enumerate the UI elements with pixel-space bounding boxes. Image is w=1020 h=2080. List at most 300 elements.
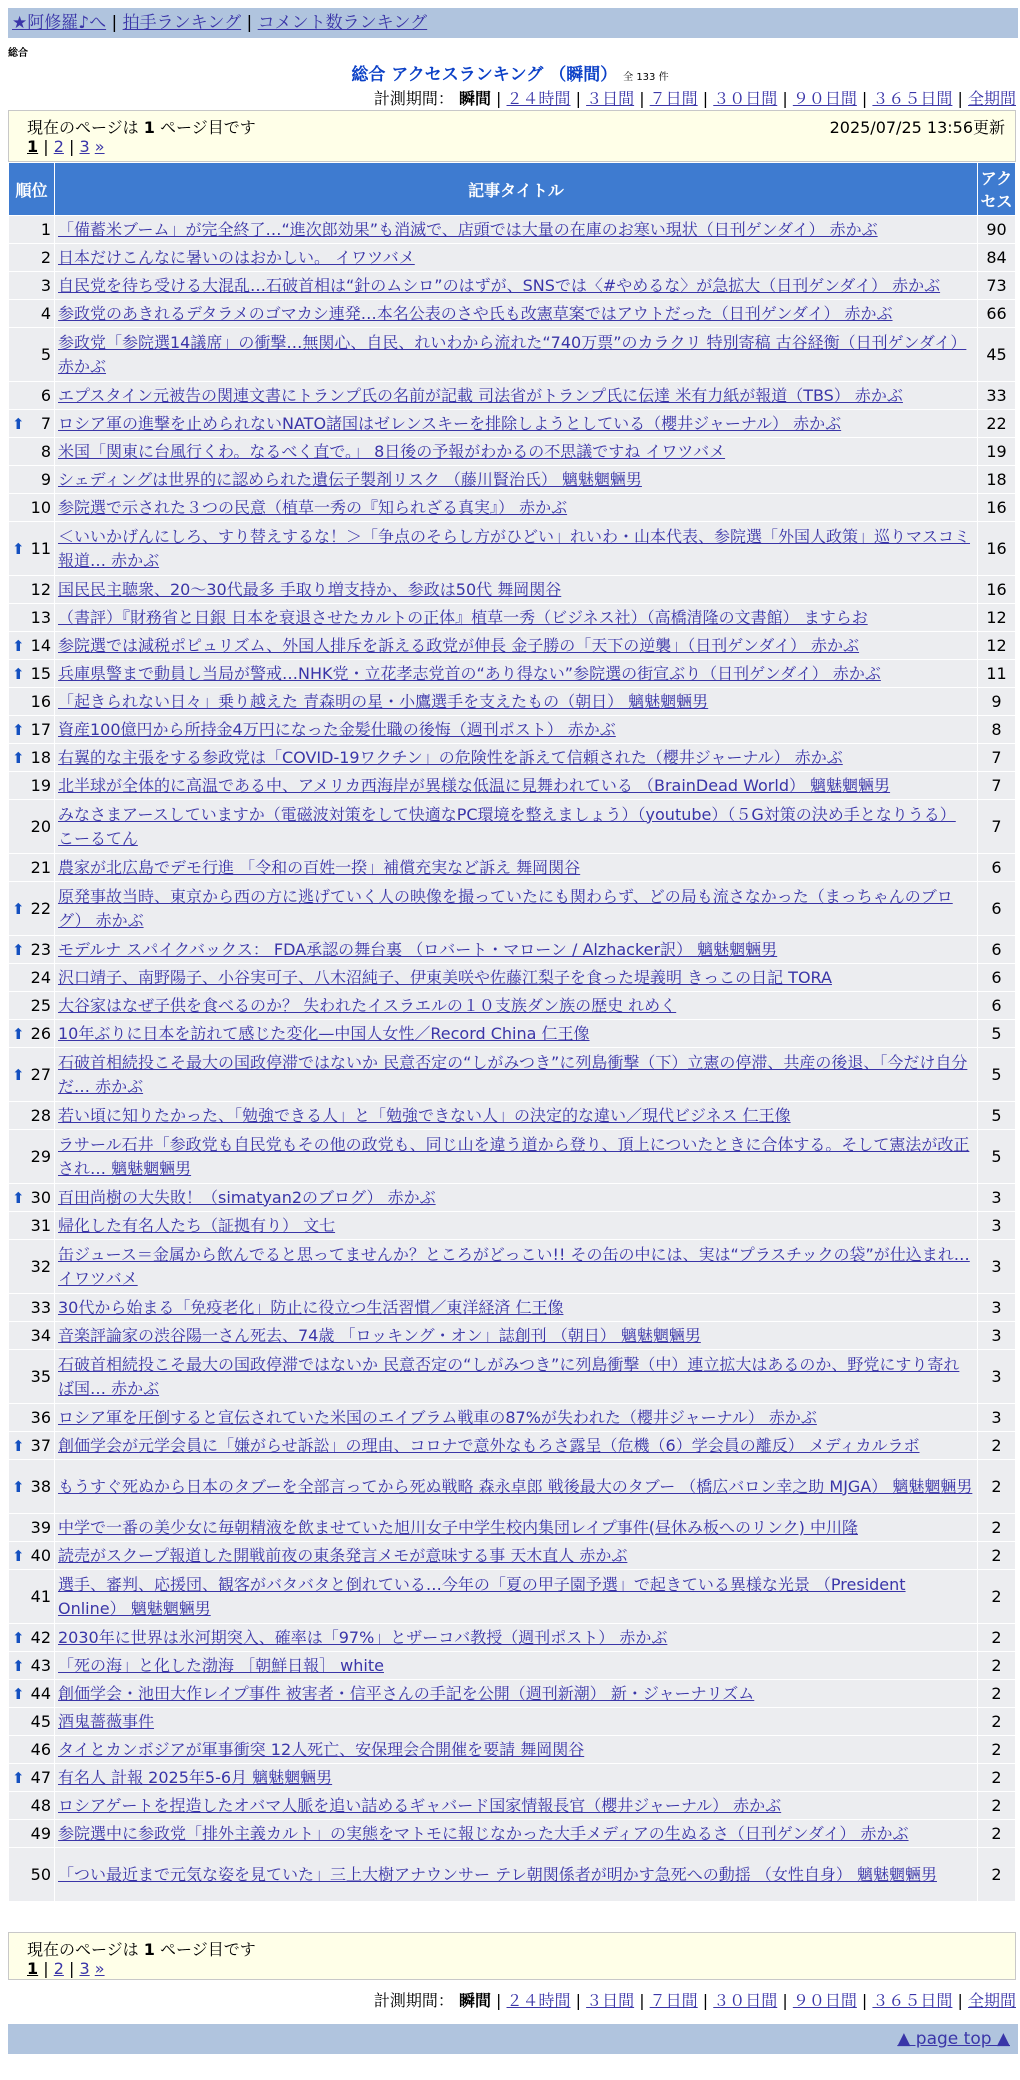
period-all-link-bottom[interactable]: 全期間 [967, 1991, 1016, 2010]
rank-cell [9, 1020, 55, 1048]
rank-number: 33 [30, 1297, 51, 1317]
pager-bottom: 1 | 2 | 3 » [27, 1959, 105, 1978]
access-count: 2 [978, 1736, 1016, 1764]
article-title-link[interactable]: 石破首相続投こそ最大の国政停滞ではないか 民意否定の“しがみつき”に列島衝撃（中）連立拡大はあるのか、野党にすり寄れば国… 赤かぶ [58, 1354, 960, 1398]
article-title-link[interactable]: 「死の海」と化した渤海 ［朝鮮日報］ white [58, 1655, 384, 1675]
table-row [9, 1792, 1016, 1820]
access-count: 2 [978, 1848, 1016, 1902]
table-row [9, 1460, 1016, 1514]
up-arrow-icon: ⬆ [12, 748, 25, 767]
access-count: 2 [978, 1764, 1016, 1792]
title-cell [55, 576, 978, 604]
period-selector-top: 計測期間： 瞬間 | ２４時間 | ３日間 | ７日間 | ３０日間 | ９０日間 | ３６５日間 | 全期間 [373, 89, 1016, 108]
article-title-link[interactable]: 米国「関東に台風行くわ。なるべく直で。」 8日後の予報がわかるの不思議ですね イワツバメ [58, 441, 726, 461]
title-cell [55, 800, 978, 854]
table-row [9, 604, 1016, 632]
article-title-link[interactable]: モデルナ スパイクバックス： FDA承認の舞台裏 （ロバート・マローン / Alzhacker訳） 魑魅魍魎男 [58, 939, 778, 959]
access-count: 2 [978, 1570, 1016, 1624]
rank-cell [9, 1350, 55, 1404]
up-arrow-icon: ⬆ [12, 1436, 25, 1455]
pager-next[interactable]: » [94, 137, 105, 156]
article-title-link[interactable]: 兵庫県警まで動員し当局が警戒…NHK党・立花孝志党首の“あり得ない”参院選の街宣ぶり（日刊ゲンダイ） 赤かぶ [58, 663, 881, 683]
rank-number: 7 [40, 413, 51, 433]
article-title-link[interactable]: ＜いいかげんにしろ、すり替えするな！＞「争点のそらし方がひどい」れいわ・山本代表、参院選「外国人政策」巡りマスコミ報道… 赤かぶ [58, 526, 971, 570]
title-cell [55, 1514, 978, 1542]
article-title-link[interactable]: エプスタイン元被告の関連文書にトランプ氏の名前が記載 司法省がトランプ氏に伝達 米有力紙が報道（TBS） 赤かぶ [58, 385, 903, 405]
pager-page-2-bottom[interactable]: 2 [53, 1959, 64, 1978]
period-24h-link-bottom[interactable]: ２４時間 [506, 1991, 571, 2010]
access-count: 73 [978, 272, 1016, 300]
rank-number: 8 [40, 441, 51, 461]
rank-cell [9, 382, 55, 410]
period-all-link[interactable]: 全期間 [967, 89, 1016, 108]
rank-number: 39 [30, 1517, 51, 1537]
article-title-link[interactable]: 創価学会が元学会員に「嫌がらせ訴訟」の理由、コロナで意外なもろさ露呈（危機（6）学会員の離反） メディカルラボ [58, 1435, 920, 1455]
table-row [9, 1680, 1016, 1708]
access-count: 16 [978, 494, 1016, 522]
table-row [9, 466, 1016, 494]
rank-number: 17 [30, 719, 51, 739]
access-count: 33 [978, 382, 1016, 410]
rank-cell [9, 244, 55, 272]
article-title-link[interactable]: 農家が北広島でデモ行進 「令和の百姓一揆」補償充実など訴え 舞岡関谷 [58, 857, 581, 877]
pager-next-bottom[interactable]: » [94, 1959, 105, 1978]
title-cell [55, 1102, 978, 1130]
article-title-link[interactable]: 「つい最近まで元気な姿を見ていた」三上大樹アナウンサー テレ朝関係者が明かす急死への動揺 （女性自身） 魑魅魍魎男 [58, 1864, 937, 1884]
article-title-link[interactable]: 石破首相続投こそ最大の国政停滞ではないか 民意否定の“しがみつき”に列島衝撃（下）立憲の停滞、共産の後退、「今だけ自分だ… 赤かぶ [58, 1052, 968, 1096]
article-title-link[interactable]: 缶ジュース＝金属から飲んでると思ってませんか？ところがどっこい!! その缶の中には、実は“プラスチックの袋”が仕込まれ… イワツバメ [58, 1244, 970, 1288]
rank-number: 9 [40, 469, 51, 489]
article-title-link[interactable]: 参政党のあきれるデタラメのゴマカシ連発…本名公表のさや氏も改憲草案ではアウトだった（日刊ゲンダイ） 赤かぶ [58, 303, 893, 323]
table-row [9, 1322, 1016, 1350]
table-row [9, 1570, 1016, 1624]
table-row [9, 300, 1016, 328]
rank-number: 15 [30, 663, 51, 683]
title-cell [55, 1708, 978, 1736]
rank-number: 14 [30, 635, 51, 655]
page-indicator-bottom: 現在のページは 1 ページ目です [27, 1940, 256, 1959]
period-7d-link-bottom[interactable]: ７日間 [649, 1991, 698, 2010]
article-title-link[interactable]: 読売がスクープ報道した開戦前夜の東条発言メモが意味する事 天木直人 赤かぶ [58, 1545, 628, 1565]
period-30d-link-bottom[interactable]: ３０日間 [713, 1991, 778, 2010]
rank-number: 40 [30, 1545, 51, 1565]
article-title-link[interactable]: （書評）『財務省と日銀 日本を衰退させたカルトの正体』植草一秀（ビジネス社）（高橋清隆の文書館） ますらお [58, 607, 868, 627]
title-cell [55, 300, 978, 328]
title-cell [55, 688, 978, 716]
article-title-link[interactable]: 音楽評論家の渋谷陽一さん死去、74歳 「ロッキング・オン」誌創刊 （朝日） 魑魅魍魎男 [58, 1325, 701, 1345]
up-arrow-icon: ⬆ [12, 1188, 25, 1207]
page-top-link[interactable]: ▲ page top ▲ [897, 2029, 1010, 2049]
rank-number: 48 [30, 1795, 51, 1815]
access-count: 2 [978, 1542, 1016, 1570]
article-title-link[interactable]: 日本だけこんなに暑いのはおかしい。 イワツバメ [58, 247, 415, 267]
rank-cell [9, 1212, 55, 1240]
rank-number: 42 [30, 1627, 51, 1647]
table-row [9, 1652, 1016, 1680]
title-cell [55, 1460, 978, 1514]
rank-number: 37 [30, 1435, 51, 1455]
table-row [9, 1240, 1016, 1294]
table-row [9, 438, 1016, 466]
access-count: 3 [978, 1322, 1016, 1350]
rank-cell [9, 1652, 55, 1680]
article-title-link[interactable]: 参院選中に参政党「排外主義カルト」の実態をマトモに報じなかった大手メディアの生ぬるさ（日刊ゲンダイ） 赤かぶ [58, 1823, 909, 1843]
access-count: 6 [978, 936, 1016, 964]
access-count: 6 [978, 992, 1016, 1020]
up-arrow-icon: ⬆ [12, 539, 25, 558]
title-cell [55, 1432, 978, 1460]
rank-number: 25 [30, 995, 51, 1015]
title-cell [55, 882, 978, 936]
pager-top: 1 | 2 | 3 » [27, 137, 105, 156]
rank-cell [9, 216, 55, 244]
rank-cell [9, 1736, 55, 1764]
access-count: 90 [978, 216, 1016, 244]
title-cell [55, 1184, 978, 1212]
rank-number: 34 [30, 1325, 51, 1345]
title-cell [55, 1212, 978, 1240]
table-row [9, 576, 1016, 604]
access-count: 7 [978, 772, 1016, 800]
title-cell [55, 992, 978, 1020]
article-title-link[interactable]: 帰化した有名人たち（証拠有り） 文七 [58, 1215, 336, 1235]
table-row [9, 964, 1016, 992]
rank-cell [9, 466, 55, 494]
access-count: 11 [978, 660, 1016, 688]
table-row [9, 244, 1016, 272]
rank-cell [9, 522, 55, 576]
rank-cell [9, 882, 55, 936]
rank-cell [9, 1848, 55, 1902]
rank-cell [9, 438, 55, 466]
rank-number: 20 [30, 816, 51, 836]
table-row [9, 382, 1016, 410]
rank-number: 16 [30, 691, 51, 711]
table-row [9, 410, 1016, 438]
table-row [9, 1184, 1016, 1212]
title-cell [55, 1240, 978, 1294]
rank-number: 27 [30, 1064, 51, 1084]
article-title-link[interactable]: 30代から始まる「免疫老化」防止に役立つ生活習慣／東洋経済 仁王像 [58, 1297, 564, 1317]
rank-number: 3 [40, 275, 51, 295]
pager-page-3[interactable]: 3 [79, 137, 90, 156]
access-count: 66 [978, 300, 1016, 328]
access-count: 2 [978, 1820, 1016, 1848]
up-arrow-icon: ⬆ [12, 1768, 25, 1787]
rank-cell [9, 744, 55, 772]
table-row [9, 1048, 1016, 1102]
access-count: 19 [978, 438, 1016, 466]
table-row [9, 660, 1016, 688]
rank-cell [9, 272, 55, 300]
rank-number: 12 [30, 579, 51, 599]
table-row [9, 1432, 1016, 1460]
rank-cell [9, 1708, 55, 1736]
table-row [9, 1542, 1016, 1570]
table-row [9, 272, 1016, 300]
article-title-link[interactable]: ロシア軍を圧倒すると宣伝されていた米国のエイブラム戦車の87%が失われた（櫻井ジャーナル） 赤かぶ [58, 1407, 817, 1427]
rank-cell [9, 632, 55, 660]
rank-number: 24 [30, 967, 51, 987]
table-row [9, 1514, 1016, 1542]
rank-number: 28 [30, 1105, 51, 1125]
rank-cell [9, 1542, 55, 1570]
table-row [9, 716, 1016, 744]
rank-number: 45 [30, 1711, 51, 1731]
table-row [9, 1212, 1016, 1240]
title-cell [55, 964, 978, 992]
ranking-body [9, 216, 1016, 1902]
pager-page-3-bottom[interactable]: 3 [79, 1959, 90, 1978]
access-count: 12 [978, 632, 1016, 660]
rank-number: 2 [40, 247, 51, 267]
rank-cell [9, 1294, 55, 1322]
access-count: 3 [978, 1294, 1016, 1322]
article-title-link[interactable]: 中学で一番の美少女に毎朝精液を飲ませていた旭川女子中学生校内集団レイプ事件(昼休み板へのリンク) 中川隆 [58, 1517, 858, 1537]
up-arrow-icon: ⬆ [12, 1684, 25, 1703]
applause-ranking-link[interactable]: 拍手ランキング [122, 13, 242, 33]
article-title-link[interactable]: 北半球が全体的に高温である中、アメリカ西海岸が異様な低温に見舞われている （BrainDead World） 魑魅魍魎男 [58, 775, 891, 795]
rank-cell [9, 688, 55, 716]
rank-number: 19 [30, 775, 51, 795]
access-count: 2 [978, 1432, 1016, 1460]
rank-cell [9, 604, 55, 632]
table-row [9, 216, 1016, 244]
access-count: 45 [978, 328, 1016, 382]
rank-number: 31 [30, 1215, 51, 1235]
access-count: 16 [978, 576, 1016, 604]
rank-cell [9, 992, 55, 1020]
access-count: 3 [978, 1212, 1016, 1240]
title-cell [55, 466, 978, 494]
access-count: 2 [978, 1792, 1016, 1820]
period-365d-link[interactable]: ３６５日間 [872, 89, 953, 108]
rank-number: 11 [30, 538, 51, 558]
access-count: 2 [978, 1624, 1016, 1652]
title-cell [55, 632, 978, 660]
access-count: 5 [978, 1130, 1016, 1184]
article-title-link[interactable]: 酒鬼薔薇事件 [58, 1711, 155, 1731]
col-access-header: アクセス [978, 163, 1016, 216]
article-title-link[interactable]: 選手、審判、応援団、観客がバタバタと倒れている…今年の「夏の甲子園予選」で起きている異様な光景 （President Online） 魑魅魍魎男 [58, 1574, 906, 1618]
title-cell [55, 1652, 978, 1680]
pager-current: 1 [27, 137, 39, 156]
home-link[interactable]: ★阿修羅♪へ [12, 13, 107, 33]
rank-cell [9, 1130, 55, 1184]
article-title-link[interactable]: ロシアゲートを捏造したオバマ人脈を追い詰めるギャバード国家情報長官（櫻井ジャーナル） 赤かぶ [58, 1795, 782, 1815]
access-count: 3 [978, 1240, 1016, 1294]
title-cell [55, 936, 978, 964]
up-arrow-icon: ⬆ [12, 414, 25, 433]
article-title-link[interactable]: 資産100億円から所持金4万円になった金髪仕職の後悔（週刊ポスト） 赤かぶ [58, 719, 616, 739]
up-arrow-icon: ⬆ [12, 1477, 25, 1496]
rank-cell [9, 1460, 55, 1514]
access-count: 8 [978, 716, 1016, 744]
period-3d-link-bottom[interactable]: ３日間 [586, 1991, 635, 2010]
rank-number: 6 [40, 385, 51, 405]
total-count: 全 133 件 [623, 72, 669, 83]
article-title-link[interactable]: 若い頃に知りたかった、「勉強できる人」と「勉強できない人」の決定的な違い／現代ビジネス 仁王像 [58, 1105, 791, 1125]
period-current: 瞬間 [458, 89, 491, 108]
updated-timestamp: 2025/07/25 13:56更新 [829, 118, 1005, 137]
period-90d-link-bottom[interactable]: ９０日間 [792, 1991, 857, 2010]
table-row [9, 854, 1016, 882]
period-7d-link[interactable]: ７日間 [649, 89, 698, 108]
article-title-link[interactable]: 国民民主聴衆、20～30代最多 手取り増支持か、参政は50代 舞岡関谷 [58, 579, 562, 599]
rank-number: 13 [30, 607, 51, 627]
table-header-row [9, 163, 1016, 216]
access-count: 3 [978, 1404, 1016, 1432]
table-row [9, 936, 1016, 964]
title-cell [55, 1020, 978, 1048]
access-count: 7 [978, 800, 1016, 854]
rank-cell [9, 936, 55, 964]
rank-number: 49 [30, 1823, 51, 1843]
title-cell [55, 604, 978, 632]
article-title-link[interactable]: 沢口靖子、南野陽子、小谷実可子、八木沼純子、伊東美咲や佐藤江梨子を食った堤義明 きっこの日記 TORA [58, 967, 832, 987]
rank-number: 35 [30, 1366, 51, 1386]
title-cell [55, 1736, 978, 1764]
article-title-link[interactable]: みなさまアースしていますか（電磁波対策をして快適なPC環境を整えましょう）（youtube）（５G対策の決め手となりうる） こーるてん [58, 804, 956, 848]
rank-number: 41 [30, 1586, 51, 1606]
rank-cell [9, 1048, 55, 1102]
rank-cell [9, 1322, 55, 1350]
title-cell [55, 1570, 978, 1624]
access-count: 12 [978, 604, 1016, 632]
article-title-link[interactable]: 2030年に世界は氷河期突入、確率は「97%」とザーコバ教授（週刊ポスト） 赤かぶ [58, 1627, 668, 1647]
title-cell [55, 1624, 978, 1652]
period-365d-link-bottom[interactable]: ３６５日間 [872, 1991, 953, 2010]
article-title-link[interactable]: 右翼的な主張をする参政党は「COVID-19ワクチン」の危険性を訴えて信頼された（櫻井ジャーナル） 赤かぶ [58, 747, 843, 767]
access-count: 5 [978, 1020, 1016, 1048]
title-cell [55, 1820, 978, 1848]
article-title-link[interactable]: 有名人 計報 2025年5-6月 魑魅魍魎男 [58, 1767, 333, 1787]
access-count: 9 [978, 688, 1016, 716]
up-arrow-icon: ⬆ [12, 636, 25, 655]
table-row [9, 632, 1016, 660]
access-count: 3 [978, 1350, 1016, 1404]
title-cell [55, 410, 978, 438]
rank-cell [9, 1680, 55, 1708]
rank-number: 1 [40, 219, 51, 239]
col-title-header: 記事タイトル [55, 163, 978, 216]
page-indicator: 現在のページは 1 ページ目です [27, 118, 256, 137]
rank-number: 30 [30, 1187, 51, 1207]
title-cell [55, 328, 978, 382]
access-count: 2 [978, 1680, 1016, 1708]
period-24h-link[interactable]: ２４時間 [506, 89, 571, 108]
table-row [9, 772, 1016, 800]
comment-ranking-link[interactable]: コメント数ランキング [257, 13, 428, 33]
rank-number: 21 [30, 857, 51, 877]
title-cell [55, 1322, 978, 1350]
article-title-link[interactable]: 創価学会・池田大作レイプ事件 被害者・信平さんの手記を公開（週刊新潮） 新・ジャーナリズム [58, 1683, 755, 1703]
period-30d-link[interactable]: ３０日間 [713, 89, 778, 108]
table-row [9, 882, 1016, 936]
table-row [9, 494, 1016, 522]
title-cell [55, 1404, 978, 1432]
page-title [0, 60, 1020, 85]
article-title-link[interactable]: 参院選で示された３つの民意（植草一秀の『知られざる真実』） 赤かぶ [58, 497, 568, 517]
access-count: 16 [978, 522, 1016, 576]
rank-number: 23 [30, 939, 51, 959]
period-label: 計測期間： [373, 89, 454, 108]
article-title-link[interactable]: 「備蓄米ブーム」が完全終了…“進次郎効果”も消滅で、店頭では大量の在庫のお寒い現状（日刊ゲンダイ） 赤かぶ [58, 219, 878, 239]
period-90d-link[interactable]: ９０日間 [792, 89, 857, 108]
article-title-link[interactable]: 参政党「参院選14議席」の衝撃…無関心、自民、れいわから流れた“740万票”のカラクリ 特別寄稿 古谷経衡（日刊ゲンダイ） 赤かぶ [58, 332, 967, 376]
page-info-bottom [8, 1932, 1016, 1980]
title-cell [55, 438, 978, 466]
up-arrow-icon: ⬆ [12, 720, 25, 739]
period-3d-link[interactable]: ３日間 [586, 89, 635, 108]
up-arrow-icon: ⬆ [12, 1546, 25, 1565]
title-cell [55, 1048, 978, 1102]
title-cell [55, 660, 978, 688]
article-title-link[interactable]: 「起きられない日々」乗り越えた 青森明の星・小鷹選手を支えたもの（朝日） 魑魅魍魎男 [58, 691, 709, 711]
article-title-link[interactable]: もうすぐ死ぬから日本のタブーを全部言ってから死ぬ戦略 森永卓郎 戦後最大のタブー （橋広バロン幸之助 MJGA） 魑魅魍魎男 [58, 1476, 973, 1496]
article-title-link[interactable]: 自民党を待ち受ける大混乱…石破首相は“針のムシロ”のはずが、SNSでは〈#やめるな〉が急拡大（日刊ゲンダイ） 赤かぶ [58, 275, 941, 295]
rank-number: 18 [30, 747, 51, 767]
top-nav-bar [8, 8, 1018, 38]
article-title-link[interactable]: 大谷家はなぜ子供を食べるのか？ 失われたイスラエルの１０支族ダン族の歴史 れめく [58, 995, 677, 1015]
title-cell [55, 716, 978, 744]
access-count: 2 [978, 1514, 1016, 1542]
title-cell [55, 382, 978, 410]
rank-cell [9, 1184, 55, 1212]
nav-separator: | [246, 13, 253, 33]
rank-cell [9, 772, 55, 800]
up-arrow-icon: ⬆ [12, 1065, 25, 1084]
article-title-link[interactable]: 原発事故当時、東京から西の方に逃げていく人の映像を撮っていたにも関わらず、どの局も流さなかった（まっちゃんのブログ） 赤かぶ [58, 886, 953, 930]
rank-number: 10 [30, 497, 51, 517]
article-title-link[interactable]: 参院選では減税ポピュリズム、外国人排斥を訴える政党が伸長 金子勝の「天下の逆襲」（日刊ゲンダイ） 赤かぶ [58, 635, 860, 655]
ranking-table [8, 162, 1016, 1902]
table-row [9, 1102, 1016, 1130]
table-row [9, 522, 1016, 576]
access-count: 6 [978, 964, 1016, 992]
article-title-link[interactable]: 10年ぶりに日本を訪れて感じた変化—中国人女性／Record China 仁王像 [58, 1023, 590, 1043]
nav-separator: | [111, 13, 118, 33]
rank-number: 36 [30, 1407, 51, 1427]
rank-cell [9, 410, 55, 438]
article-title-link[interactable]: タイとカンボジアが軍事衝突 12人死亡、安保理会合開催を要請 舞岡関谷 [58, 1739, 585, 1759]
up-arrow-icon: ⬆ [12, 1024, 25, 1043]
rank-cell [9, 1514, 55, 1542]
rank-cell [9, 800, 55, 854]
pager-page-2[interactable]: 2 [53, 137, 64, 156]
title-cell [55, 1848, 978, 1902]
footer-bar [8, 2024, 1018, 2054]
article-title-link[interactable]: ラサール石井「参政党も自民党もその他の政党も、同じ山を違う道から登り、頂上についたときに合体する。そして憲法が改正され… 魑魅魍魎男 [58, 1134, 970, 1178]
rank-cell [9, 494, 55, 522]
article-title-link[interactable]: シェディングは世界的に認められた遺伝子製剤リスク （藤川賢治氏） 魑魅魍魎男 [58, 469, 642, 489]
rank-cell [9, 576, 55, 604]
title-cell [55, 244, 978, 272]
rank-cell [9, 964, 55, 992]
table-row [9, 1294, 1016, 1322]
rank-cell [9, 300, 55, 328]
title-cell [55, 1350, 978, 1404]
article-title-link[interactable]: 百田尚樹の大失敗！（simatyan2のブログ） 赤かぶ [58, 1187, 436, 1207]
table-row [9, 1820, 1016, 1848]
rank-cell [9, 1624, 55, 1652]
rank-cell [9, 1764, 55, 1792]
article-title-link[interactable]: ロシア軍の進撃を止められないNATO諸国はゼレンスキーを排除しようとしている（櫻井ジャーナル） 赤かぶ [58, 413, 842, 433]
access-count: 22 [978, 410, 1016, 438]
table-row [9, 1708, 1016, 1736]
rank-cell [9, 716, 55, 744]
up-arrow-icon: ⬆ [12, 940, 25, 959]
